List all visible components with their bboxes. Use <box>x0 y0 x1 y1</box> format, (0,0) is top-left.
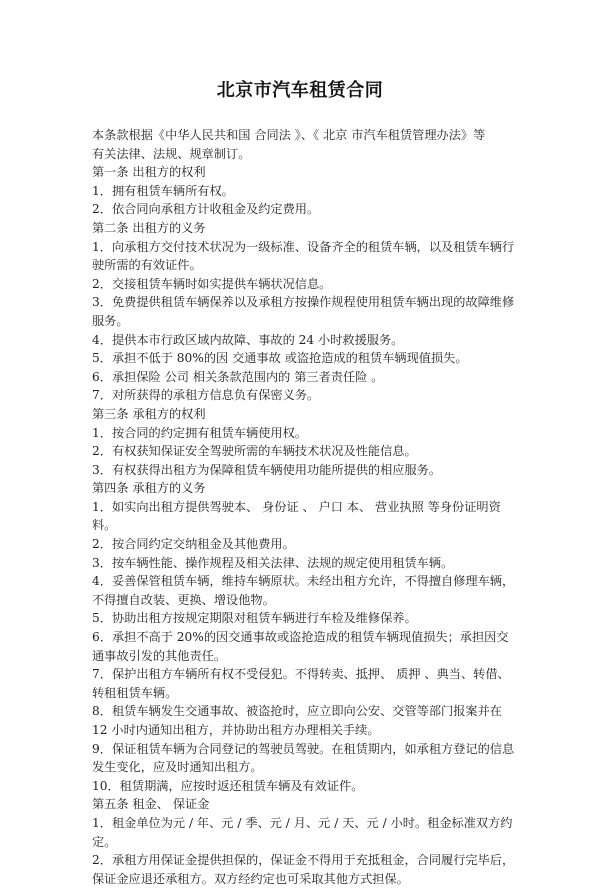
contract-line: 1．如实向出租方提供驾驶本、 身份证 、 户口 本、 营业执照 等身份证明资 <box>92 499 501 514</box>
contract-line: 8．租赁车辆发生交通事故、被盗抢时，应立即向公安、交管等部门报案并在 <box>92 704 502 719</box>
contract-line: 1．向承租方交付技术状况为一级标准、设备齐全的租赁车辆，以及租赁车辆行 <box>92 239 515 254</box>
contract-line: 3．按车辆性能、操作规程及相关法律、法规的规定使用租赁车辆。 <box>92 555 454 570</box>
contract-line: 1．拥有租赁车辆所有权。 <box>92 183 234 198</box>
contract-line: 2．依合同向承租方计收租金及约定费用。 <box>92 202 320 217</box>
contract-line: 第二条 出租方的义务 <box>92 220 206 235</box>
contract-line: 4．妥善保管租赁车辆，维持车辆原状。未经出租方允许，不得擅自修理车辆， <box>92 574 515 589</box>
contract-line: 6．承担保险 公司 相关条款范围内的 第三者责任险 。 <box>92 369 384 384</box>
contract-line: 不得擅自改装、更换、增设他物。 <box>92 592 275 607</box>
contract-line: 5．承担不低于 80%的因 交通事故 或盗抢造成的租赁车辆现值损失。 <box>92 351 468 366</box>
contract-line: 本条款根据《中华人民共和国 合同法 》、《 北京 市汽车租赁管理办法》等 <box>92 128 486 142</box>
contract-line: 9．保证租赁车辆为合同登记的驾驶员驾驶。在租赁期内，如承租方登记的信息 <box>92 741 515 756</box>
contract-line: 7．对所获得的承租方信息负有保密义务。 <box>92 388 320 403</box>
contract-line: 第五条 租金、 保证金 <box>92 797 210 812</box>
contract-line: 通事故引发的其他责任。 <box>92 648 227 663</box>
contract-line: 6．承担不高于 20%的因交通事故或盗抢造成的租赁车辆现值损失；承担因交 <box>92 630 509 645</box>
contract-line: 1．租金单位为元 / 年、元 / 季、元 / 月、元 / 天、元 / 小时。租金标准双方约 <box>92 815 513 830</box>
contract-body <box>92 126 522 888</box>
contract-line: 第一条 出租方的权利 <box>92 165 206 180</box>
contract-line: 保证金应退还承租方。双方经约定也可采取其他方式担保。 <box>92 871 409 886</box>
contract-line: 5．协助出租方按规定期限对租赁车辆进行车检及维修保养。 <box>92 611 417 626</box>
contract-line: 服务。 <box>92 313 129 328</box>
contract-line: 第四条 承租方的义务 <box>92 481 206 496</box>
contract-line: 12 小时内通知出租方，并协助出租方办理相关手续。 <box>92 723 380 737</box>
contract-line: 2．承租方用保证金提供担保的，保证金不得用于充抵租金，合同履行完毕后， <box>92 853 515 868</box>
contract-line: 3．有权获得出租方为保障租赁车辆使用功能所提供的相应服务。 <box>92 462 442 477</box>
contract-line: 发生变化，应及时通知出租方。 <box>92 760 263 775</box>
contract-line: 第三条 承租方的权利 <box>92 406 206 421</box>
contract-line: 10．租赁期满，应按时返还租赁车辆及有效证件。 <box>92 778 364 793</box>
contract-line: 4．提供本市行政区域内故障、事故的 24 小时救援服务。 <box>92 332 404 347</box>
contract-line: 3．免费提供租赁车辆保养以及承租方按操作规程使用租赁车辆出现的故障维修 <box>92 295 515 310</box>
contract-line: 2．按合同约定交纳租金及其他费用。 <box>92 537 295 552</box>
contract-line: 定。 <box>92 834 117 849</box>
contract-line: 2．交接租赁车辆时如实提供车辆状况信息。 <box>92 276 332 291</box>
document-title: 北京市汽车租赁合同 <box>216 80 384 101</box>
contract-line: 转租租赁车辆。 <box>92 685 178 700</box>
contract-line: 有关法律、法规、规章制订。 <box>92 146 251 161</box>
contract-line: 驶所需的有效证件。 <box>92 258 202 273</box>
contract-line: 1．按合同的约定拥有租赁车辆使用权。 <box>92 425 307 440</box>
contract-line: 2．有权获知保证安全驾驶所需的车辆技术状况及性能信息。 <box>92 444 417 459</box>
contract-line: 料。 <box>92 518 117 533</box>
contract-line: 7．保护出租方车辆所有权不受侵犯。不得转卖、抵押、 质押 、典当、转借、 <box>92 667 510 682</box>
